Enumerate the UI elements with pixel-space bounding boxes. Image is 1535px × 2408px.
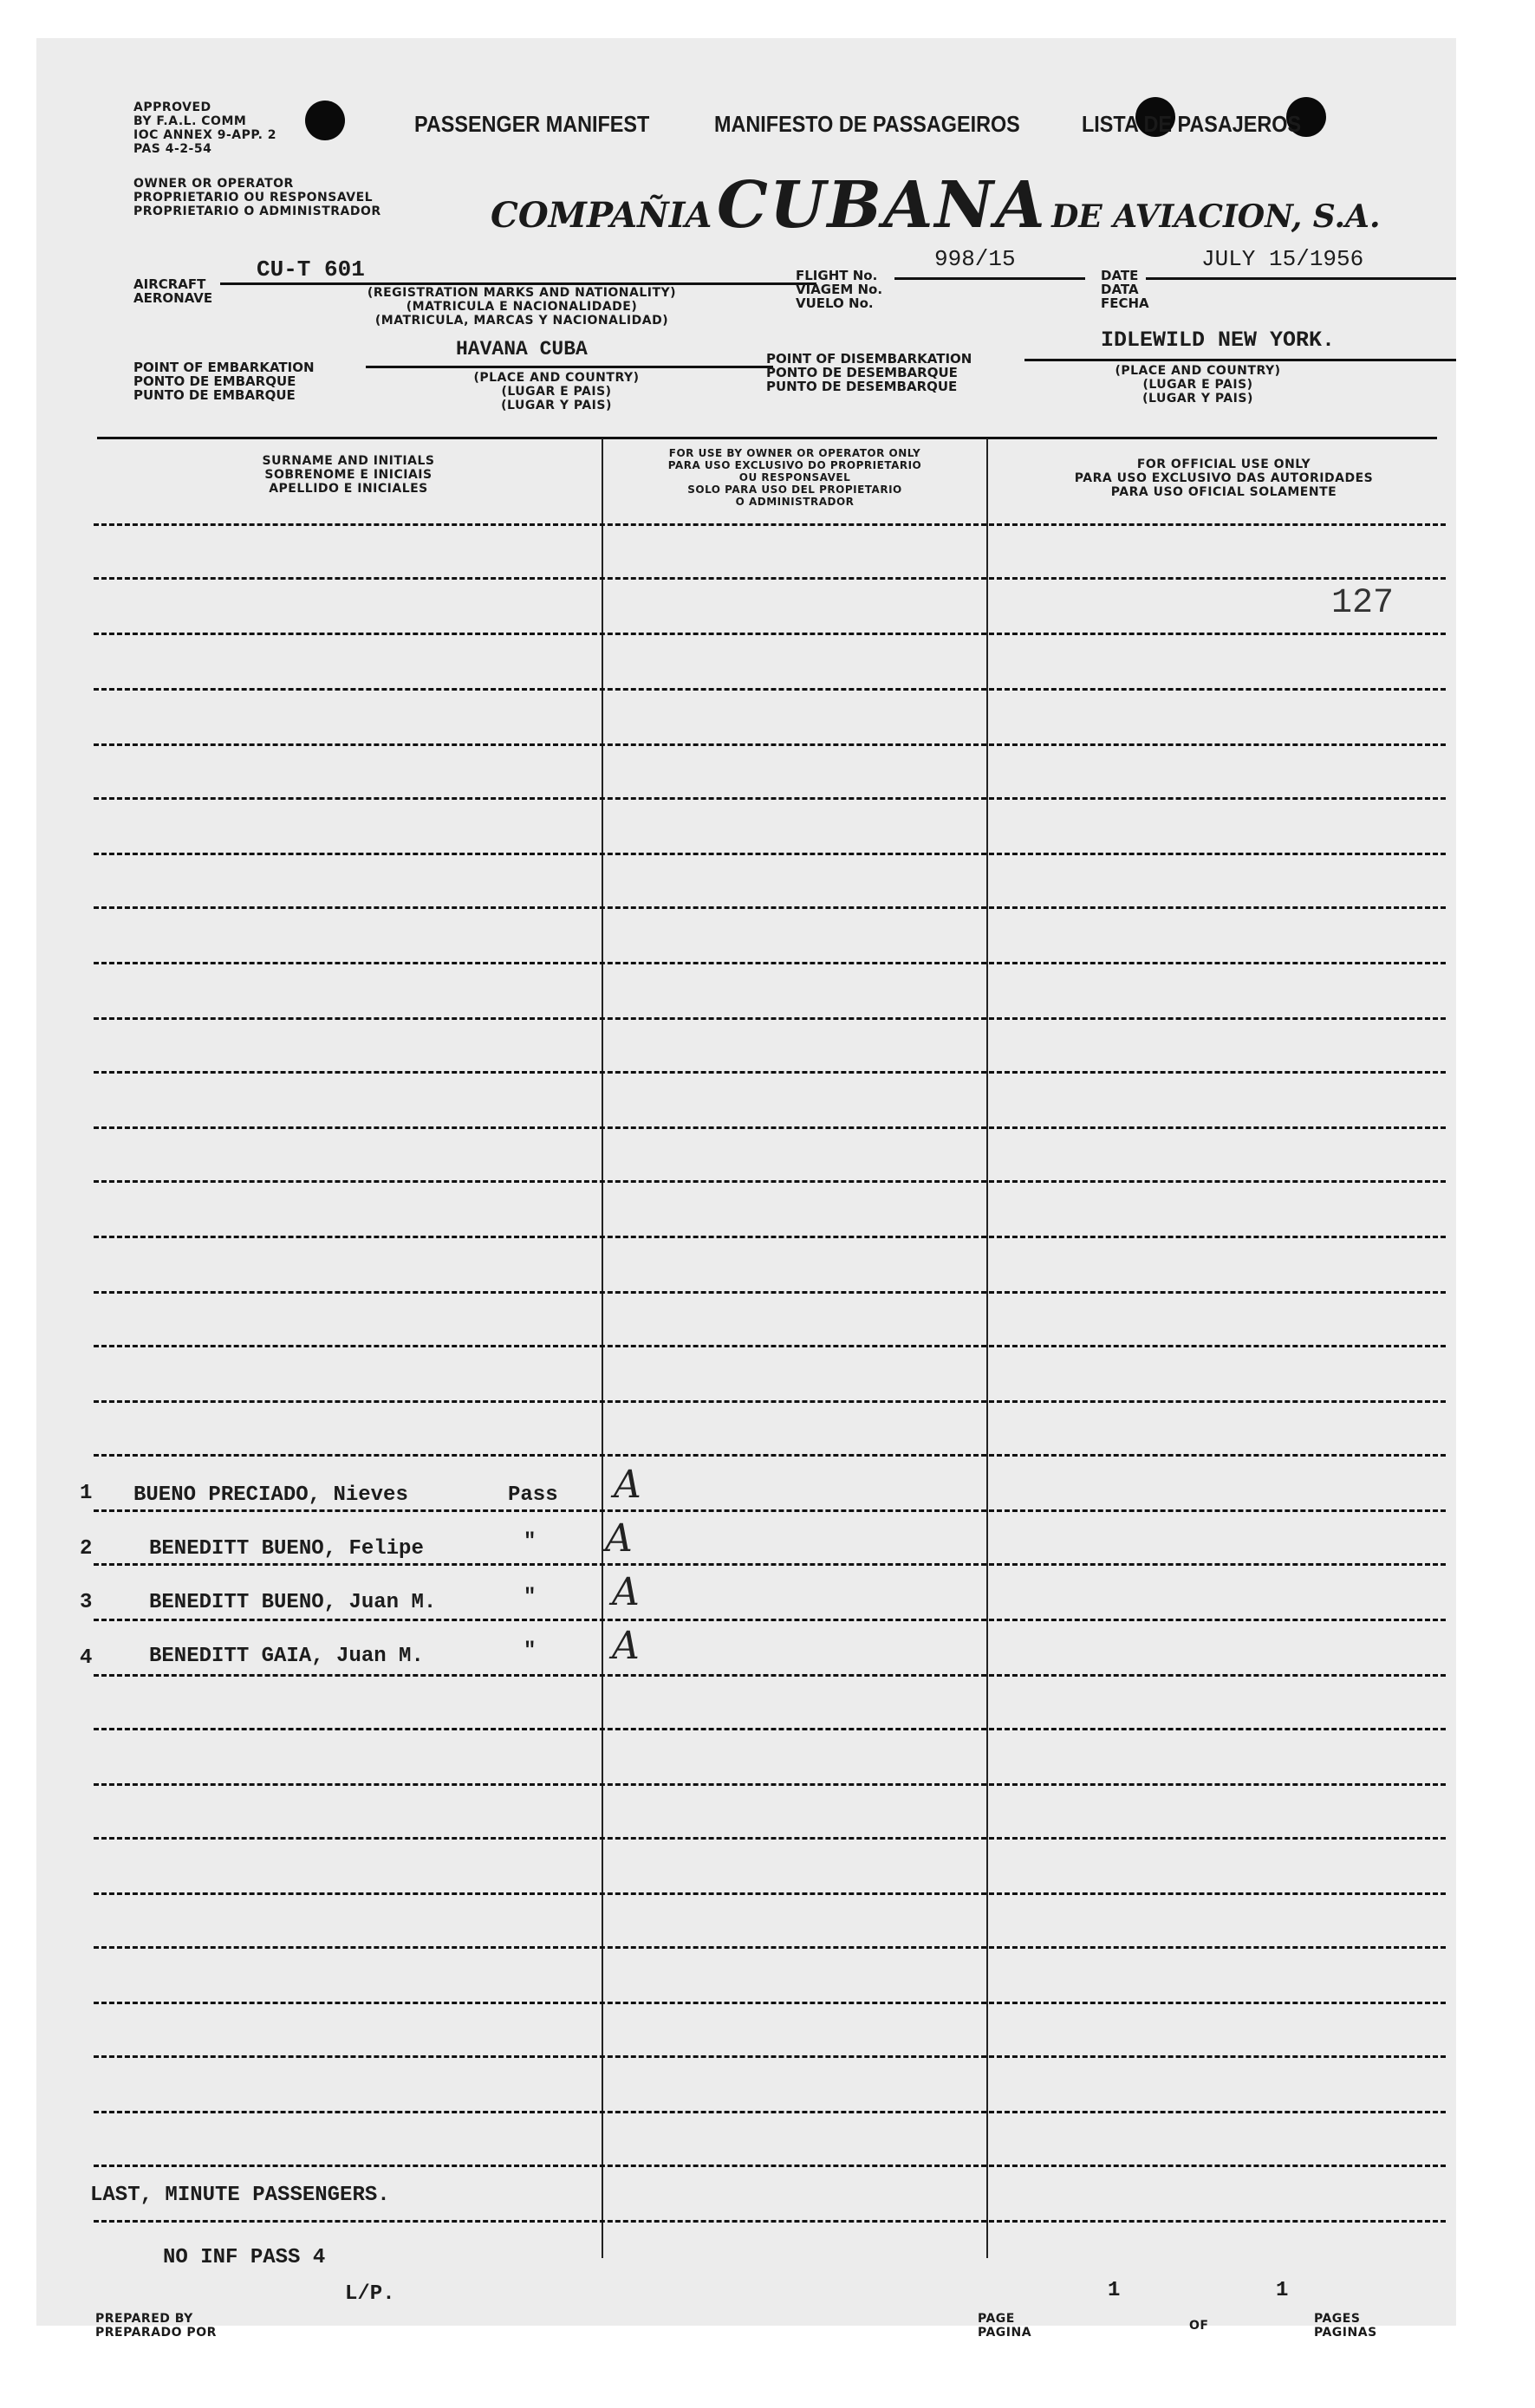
passenger-name: BENEDITT GAIA, Juan M. <box>149 1645 424 1668</box>
manifest-sheet <box>36 38 1456 2340</box>
lp-note: L/P. <box>345 2282 395 2306</box>
registration-label: (REGISTRATION MARKS AND NATIONALITY) (MATRICULA E NACIONALIDADE) (MATRICULA, MARCAS Y NACIONALIDAD) <box>367 286 677 328</box>
table-top-rule <box>97 437 1437 439</box>
disembarkation-underline <box>1024 359 1456 361</box>
title-portuguese: MANIFESTO DE PASSAGEIROS <box>714 111 1020 137</box>
column-header-operator: FOR USE BY OWNER OR OPERATOR ONLY PARA USO EXCLUSIVO DO PROPRIETARIO OU RESPONSAVEL SOLO PARA USO DEL PROPIETARIO O ADMINISTRADOR <box>667 447 922 508</box>
page-label: PAGE PAGINA <box>978 2312 1032 2340</box>
company-name-prefix: COMPAÑIA <box>491 195 712 236</box>
last-minute-passengers-label: LAST, MINUTE PASSENGERS. <box>90 2184 390 2207</box>
date-underline <box>1146 277 1456 280</box>
passenger-number: 4 <box>80 1646 93 1670</box>
passenger-name: BUENO PRECIADO, Nieves <box>133 1483 408 1507</box>
flight-label: FLIGHT No. VIAGEM No. VUELO No. <box>796 268 883 311</box>
column-divider-1 <box>602 438 603 2258</box>
column-header-surname: SURNAME AND INITIALS SOBRENOME E INICIAIS APELLIDO E INICIALES <box>262 454 435 496</box>
title-english: PASSENGER MANIFEST <box>414 111 650 137</box>
passenger-number: 2 <box>80 1537 93 1561</box>
passenger-type: " <box>524 1530 537 1554</box>
column-divider-2 <box>986 438 988 2258</box>
aircraft-underline <box>220 282 816 285</box>
company-logo <box>491 168 1381 243</box>
page-stamp-number: 127 <box>1331 584 1395 623</box>
embarkation-underline <box>366 366 773 368</box>
date-value: JULY 15/1956 <box>1201 246 1364 272</box>
aircraft-label: AIRCRAFT AERONAVE <box>133 276 213 306</box>
passenger-type: " <box>524 1586 537 1609</box>
aircraft-value: CU-T 601 <box>257 256 365 282</box>
no-inf-pass-note: NO INF PASS 4 <box>163 2246 326 2269</box>
embarkation-value: HAVANA CUBA <box>456 338 588 360</box>
page-number: 1 <box>1108 2279 1121 2302</box>
passenger-type: Pass <box>508 1483 558 1507</box>
passenger-name: BENEDITT BUENO, Felipe <box>149 1537 424 1561</box>
embarkation-label: POINT OF EMBARKATION PONTO DE EMBARQUE PUNTO DE EMBARQUE <box>133 360 315 403</box>
passenger-name: BENEDITT BUENO, Juan M. <box>149 1591 437 1614</box>
passenger-number: 1 <box>80 1482 93 1505</box>
passenger-check-mark: A <box>612 1570 640 1614</box>
flight-value: 998/15 <box>934 246 1016 272</box>
passenger-type: " <box>524 1639 537 1663</box>
punch-hole-mark <box>305 101 345 140</box>
owner-label: OWNER OR OPERATOR PROPRIETARIO OU RESPONSAVEL PROPRIETARIO O ADMINISTRADOR <box>133 177 381 218</box>
company-name-suffix: DE AVIACION, S.A. <box>1051 198 1381 235</box>
disembarkation-label: POINT OF DISEMBARKATION PONTO DE DESEMBARQUE PUNTO DE DESEMBARQUE <box>766 351 972 394</box>
disembarkation-place-label: (PLACE AND COUNTRY) (LUGAR E PAIS) (LUGAR Y PAIS) <box>1115 364 1281 406</box>
of-label: OF <box>1189 2319 1209 2333</box>
date-label: DATE DATA FECHA <box>1101 268 1149 311</box>
page-total: 1 <box>1276 2279 1289 2302</box>
passenger-check-mark: A <box>614 1463 641 1507</box>
column-header-official: FOR OFFICIAL USE ONLY PARA USO EXCLUSIVO DAS AUTORIDADES PARA USO OFICIAL SOLAMENTE <box>1074 458 1374 499</box>
prepared-by-label: PREPARED BY PREPARADO POR <box>95 2312 217 2340</box>
embarkation-place-label: (PLACE AND COUNTRY) (LUGAR E PAIS) (LUGAR Y PAIS) <box>473 371 640 412</box>
pages-label: PAGES PAGINAS <box>1314 2312 1377 2340</box>
company-name-main: CUBANA <box>717 168 1047 243</box>
approval-block: APPROVED BY F.A.L. COMM IOC ANNEX 9-APP. 2 PAS 4-2-54 <box>133 101 277 156</box>
disembarkation-value: IDLEWILD NEW YORK. <box>1101 328 1336 353</box>
passenger-check-mark: A <box>605 1516 633 1561</box>
passenger-check-mark: A <box>612 1624 640 1668</box>
flight-underline <box>894 277 1085 280</box>
passenger-number: 3 <box>80 1591 93 1614</box>
title-spanish: LISTA DE PASAJEROS <box>1082 111 1302 137</box>
